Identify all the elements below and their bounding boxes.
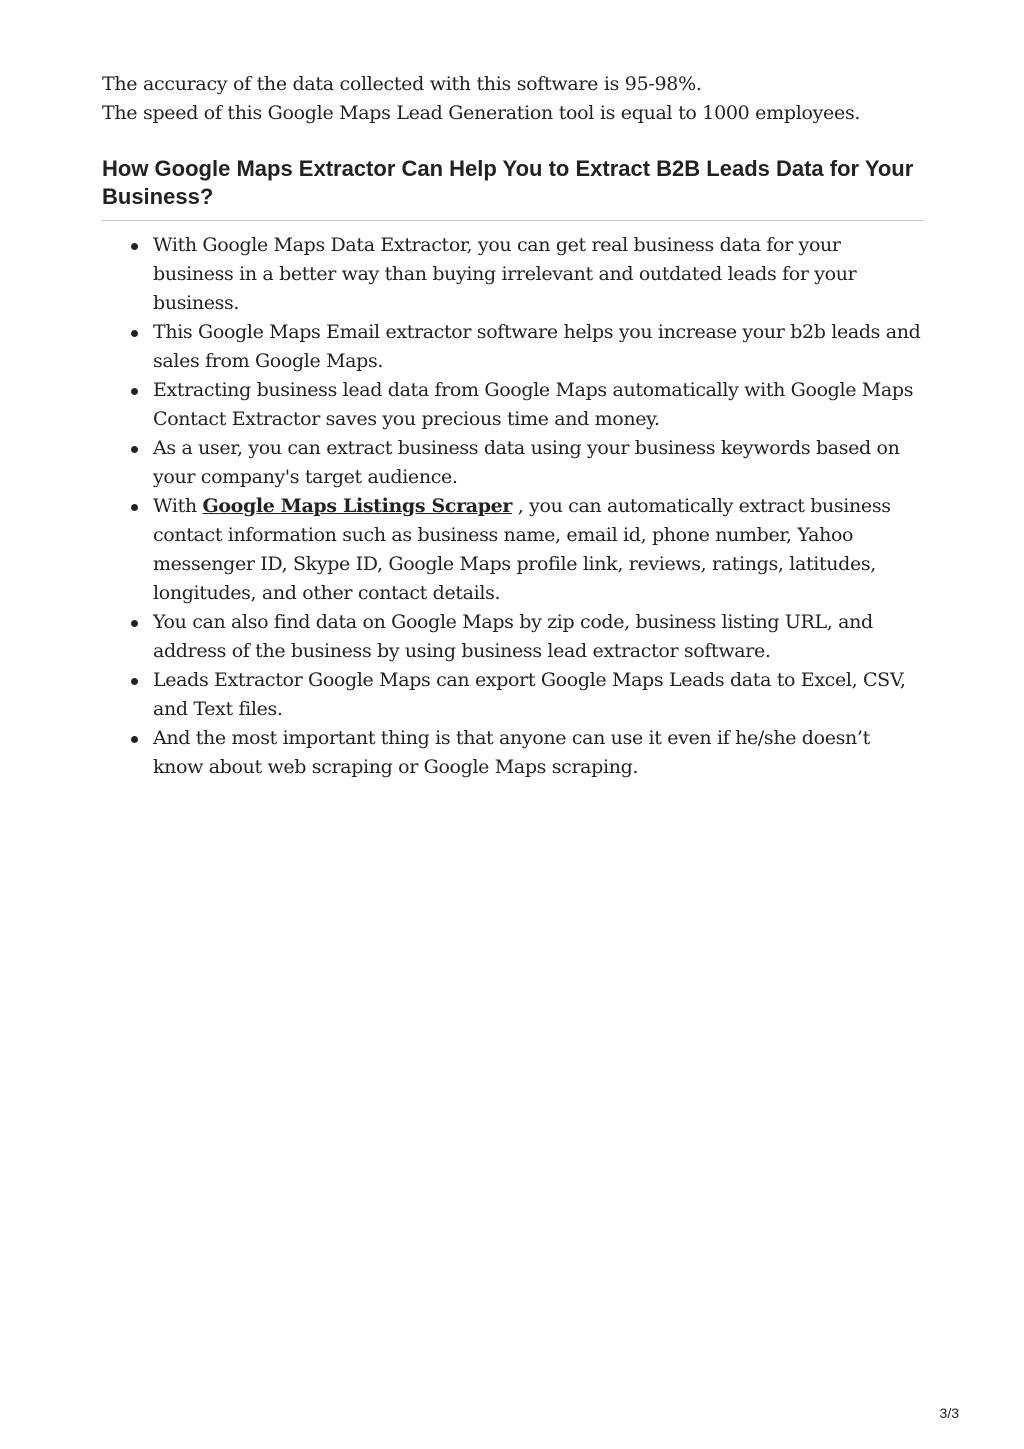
list-item-text: And the most important thing is that anyone can use it even if he/she doesn’t know about web scraping or Google Maps scraping. [153, 727, 870, 778]
bullet-icon [131, 678, 138, 685]
google-maps-listings-scraper-link[interactable]: Google Maps Listings Scraper [202, 495, 513, 517]
list-item-text: This Google Maps Email extractor software helps you increase your b2b leads and sales from Google Maps. [153, 321, 921, 372]
list-item-text: With Google Maps Data Extractor, you can get real business data for your business in a better way than buying irrelevant and outdated leads for your business. [153, 234, 857, 314]
list-item-text: As a user, you can extract business data using your business keywords based on your company's target audience. [153, 437, 900, 488]
list-item [153, 492, 924, 608]
list-item [153, 318, 924, 376]
list-item-text: You can also find data on Google Maps by zip code, business listing URL, and address of the business by using business lead extractor software. [153, 611, 873, 662]
list-item-prefix: With [153, 495, 203, 517]
bullet-icon [131, 330, 138, 337]
bullet-icon [131, 243, 138, 250]
page-number: 3/3 [939, 1405, 959, 1421]
list-item-suffix: , you can automatically extract business contact information such as business name, email id, phone number, Yahoo messenger ID, Skype ID, Google Maps profile link, reviews, ratings, latitudes, longitudes, and other contact details. [153, 495, 891, 604]
bullet-icon [131, 736, 138, 743]
bullet-icon [131, 620, 138, 627]
list-item [153, 376, 924, 434]
list-item [153, 231, 924, 318]
list-item [153, 434, 924, 492]
bullet-icon [131, 504, 138, 511]
list-item [153, 724, 924, 782]
list-item-text: Leads Extractor Google Maps can export Google Maps Leads data to Excel, CSV, and Text files. [153, 669, 906, 720]
list-item [153, 608, 924, 666]
benefits-list [102, 231, 924, 782]
document-page [102, 70, 924, 782]
section-heading: How Google Maps Extractor Can Help You to Extract B2B Leads Data for Your Business? [102, 155, 924, 221]
speed-text: The speed of this Google Maps Lead Generation tool is equal to 1000 employees. [102, 102, 861, 124]
accuracy-text: The accuracy of the data collected with this software is 95-98%. [102, 73, 702, 95]
bullet-icon [131, 388, 138, 395]
list-item-text: Extracting business lead data from Google Maps automatically with Google Maps Contact Extractor saves you precious time and money. [153, 379, 914, 430]
bullet-icon [131, 446, 138, 453]
list-item [153, 666, 924, 724]
